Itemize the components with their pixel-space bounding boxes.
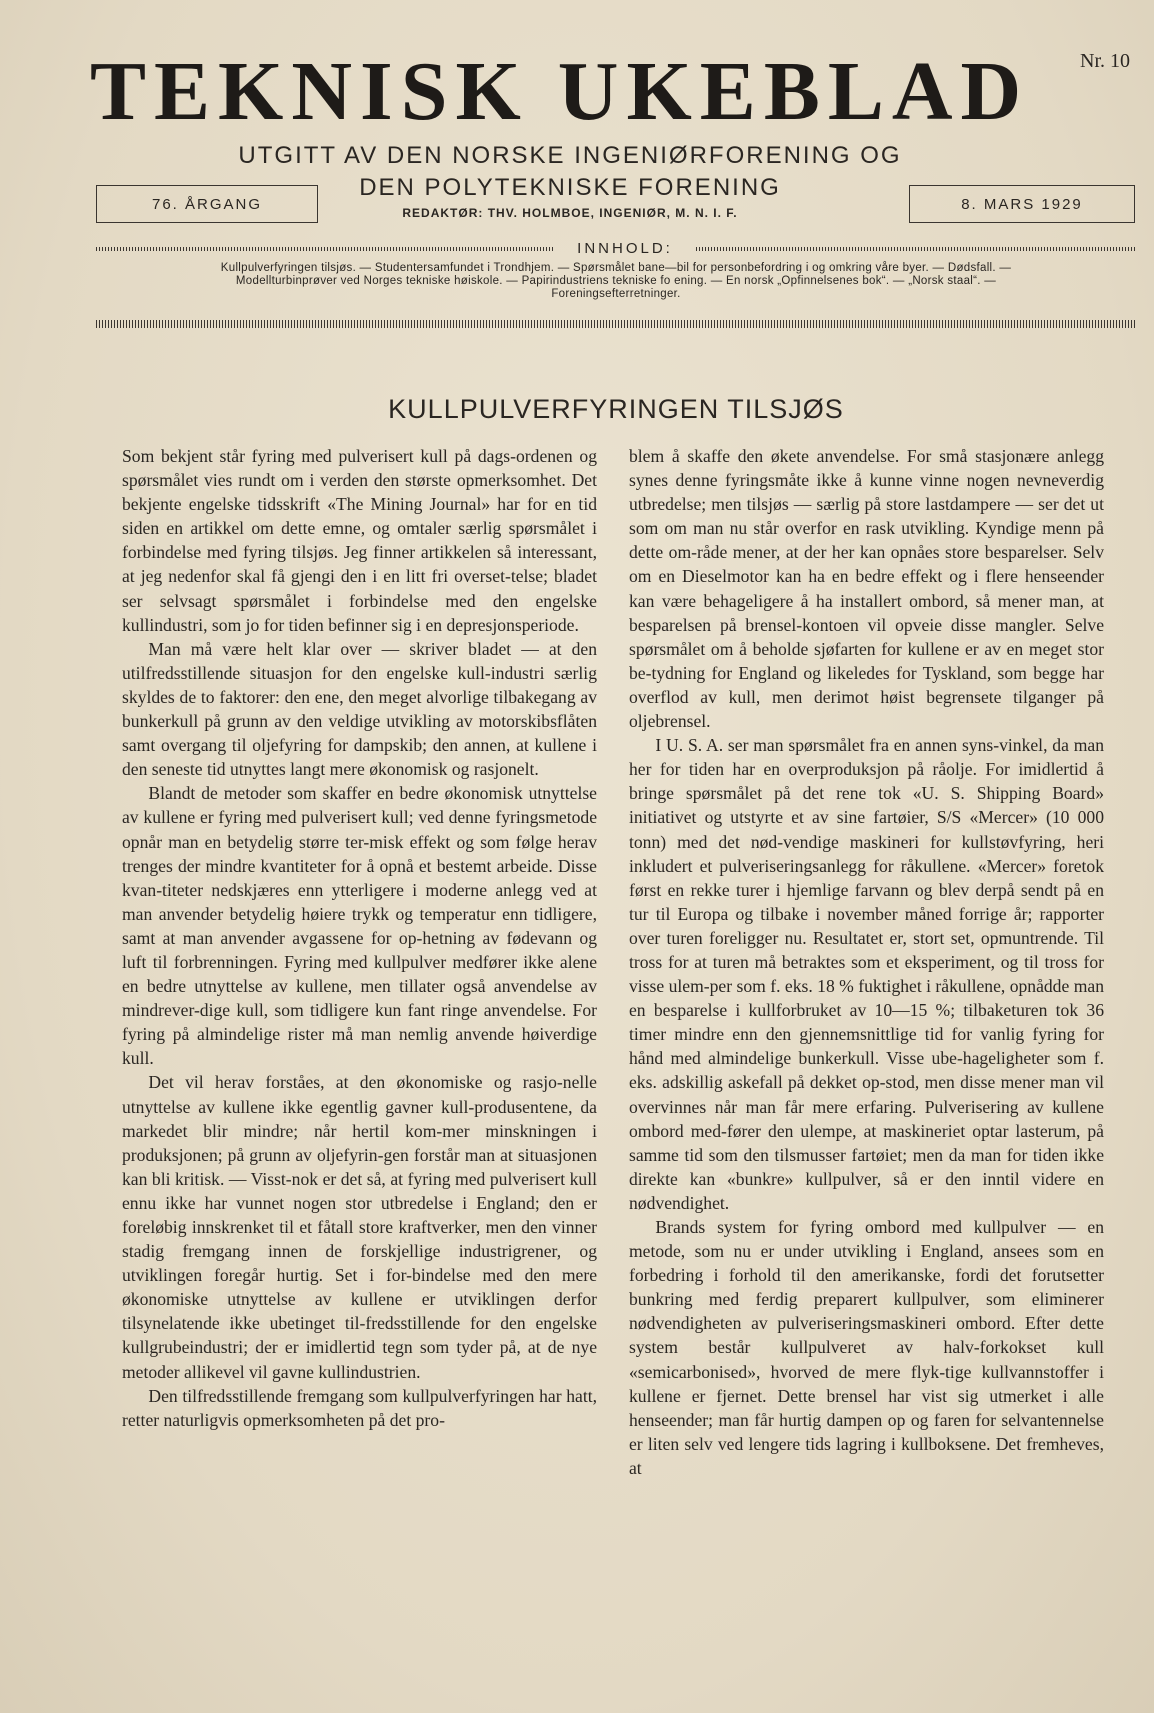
contents-rule-left: [96, 247, 554, 251]
contents-line: Kullpulverfyringen tilsjøs. — Studentersamfundet i Trondhjem. — Spørsmålet bane—bil for personbefordring i og omkring våre byer. — Dødsfall. —: [220, 262, 1012, 274]
article-paragraph: Som bekjent står fyring med pulverisert kull på dags-ordenen og spørsmålet vies rundt om i verden den største opmerksomhet. Det bekjente engelske tidsskrift «The Mining Journal» har for en tid siden en artikkel om dette emne, og omtaler særlig spørsmålet i forbindelse med fyring tilsjøs. Jeg finner artikkelen så interessant, at jeg nedenfor skal få gjengi den i en litt fri overset-telse; bladet ser selvsagt spørsmålet i forbindelse med den engelske kullindustri, som jo for tiden befinner sig i en depresjonsperiode.: [122, 446, 597, 635]
volume-box: [96, 185, 318, 223]
issue-date: 8. MARS 1929: [961, 195, 1083, 213]
article-column-left: [122, 444, 597, 1432]
contents-rule-bottom: [96, 320, 1136, 328]
volume-label: 76. ÅRGANG: [151, 195, 263, 213]
editor-line: REDAKTØR: THV. HOLMBOE, INGENIØR, M. N. I. F.: [402, 206, 738, 220]
article-title: KULLPULVERFYRINGEN TILSJØS: [388, 394, 844, 424]
article-paragraph: Blandt de metoder som skaffer en bedre økonomisk utnyttelse av kullene er fyring med pulverisert kull; ved denne fyringsmetode opnår man en betydelig større ter-misk effekt og som følge herav trenges der mindre kvantiteter for å opnå et bestemt arbeide. Disse kvan-titeter nedskjæres enn ytterligere i moderne anlegg ved at man anvender betydelig høiere trykk og temperatur enn tidligere, samt at man anvender avgassene for op-hetning av fødevann og luft til forbrenningen. Fyring med kullpulver medfører ikke alene en bedre utnyttelse av kullene, men tillater også anvendelse av mindrever-dige kull, som tidligere kun fant ringe anvendelse. For fyring på almindelige rister må man nemlig anvende høiverdige kull.: [122, 783, 597, 1069]
article-paragraph: Brands system for fyring ombord med kullpulver — en metode, som nu er under utvikling i England, ansees som en forbedring i forhold til den amerikanske, fordi det forutsetter bunkring med ferdig preparert kullpulver, som eliminerer nødvendigheten av pulveriseringsmaskineri ombord. Efter dette system består kullpulveret av halv-forkokset kull «semicarbonised», hvorved de mere flyk-tige kullvannstoffer i kullene er fjernet. Dette brensel har vist sig utmerket i alle henseender; man får hurtig dampen op og faren for selvantennelse er liten selv ved lengere tids lagring i kullboksene. Det fremheves, at: [629, 1217, 1104, 1478]
publisher-line-1: UTGITT AV DEN NORSKE INGENIØRFORENING OG: [238, 142, 902, 169]
issue-number: Nr. 10: [1080, 50, 1130, 72]
contents-list: [96, 262, 1136, 301]
contents-line: Foreningsefterretninger.: [551, 288, 681, 300]
date-box: [909, 185, 1135, 223]
masthead-title: TEKNISK UKEBLAD: [90, 45, 1030, 138]
contents-rule-right: [696, 247, 1136, 251]
article-column-right: [629, 444, 1104, 1480]
masthead: [90, 44, 1130, 144]
article-paragraph: Den tilfredsstillende fremgang som kullpulverfyringen har hatt, retter naturligvis opmerksomheten på det pro-: [122, 1385, 597, 1430]
publisher-line-2: DEN POLYTEKNISKE FORENING: [359, 174, 781, 201]
article-paragraph: I U. S. A. ser man spørsmålet fra en annen syns-vinkel, da man her for tiden har en overproduksjon på råolje. For imidlertid å bringe spørsmålet på det rene tok «U. S. Shipping Board» initiativet og utstyrte et av sine fartøier, S/S «Mercer» (10 000 tonn) med det nød-vendige maskineri for kullstøvfyring, heri inkludert et pulveriseringsanlegg for råkullene. «Mercer» foretok først en rekke turer i hjemlige farvann og blev derpå sendt på en tur til Europa og tilbake i november måned forrige år; rapporter over turen foreligger nu. Resultatet er, stort set, opmuntrende. Til tross for at turen må betraktes som et eksperiment, og til tross for visse ulem-per som f. eks. 18 % fuktighet i råkullene, opnådde man en besparelse i kullforbruket av 10—15 %; tilbaketuren tok 36 timer mindre enn den gjennemsnittlige tid for vanlig fyring for hånd med almindelige bunkerkull. Visse ube-hageligheter som f. eks. adskillig askefall på dekket op-stod, men disse mener man vil overvinnes når man får mere erfaring. Pulverisering av kullene ombord med-fører den ulempe, at maskineriet optar lasterum, på samme tid som den tilsmusser fartøiet; men da man for tiden ikke direkte kan «bunkre» kullpulver, så er den inntil videre en nødvendighet.: [629, 735, 1104, 1213]
article-paragraph: Det vil herav forståes, at den økonomiske og rasjo-nelle utnyttelse av kullene ikke egentlig gavner kull-produsentene, da markedet blir mindre; når hertil kom-mer minskningen i produksjonen; på grunn av oljefyrin-gen forstår man at situasjonen kan bli kritisk. — Visst-nok er det så, at fyring med pulverisert kull ennu ikke har vunnet nogen stor utbredelse i England; den er foreløbig innskrenket til et fåtall store kraftverker, men den vinner stadig fremgang innen de forskjellige industrigrener, og utviklingen foregår hurtig. Set i for-bindelse med den mere økonomiske utnyttelse av kullene er utviklingen derfor tilsynelatende ikke ubetinget til-fredsstillende for den engelske kullgrubeindustri; der er imidlertid tegn som tyder på, at de nye metoder allikevel vil gavne kullindustrien.: [122, 1072, 597, 1382]
contents-line: Modellturbinprøver ved Norges tekniske høiskole. — Papirindustriens tekniske fo ening. — En norsk „Opfinnelsenes bok“. — „Norsk staal“. —: [235, 275, 997, 287]
article-paragraph: blem å skaffe den økete anvendelse. For små stasjonære anlegg synes denne fyringsmåte ikke å kunne vinne nogen nevneverdig utbredelse; men tilsjøs — særlig på store lastdampere — ser det ut som om man nu står overfor en rask utvikling. Kyndige menn på dette om-råde mener, at der her kan opnåes store besparelser. Selv om en Dieselmotor kan ha en bedre effekt og i flere henseender kan være behageligere å ha installert ombord, så mener man, at besparelsen på brensel-kontoen vil opveie disse mangler. Selve spørsmålet om å beholde sjøfarten for kullene er av en meget stor be-tydning for England og likeledes for Tyskland, som begge har overflod av kull, men derimot høist begrensete tilganger på oljebrensel.: [629, 446, 1104, 732]
contents-label: INNHOLD:: [577, 240, 673, 257]
article-paragraph: Man må være helt klar over — skriver bladet — at den utilfredsstillende situasjon for den engelske kull-industri særlig skyldes de to faktorer: den ene, den meget alvorlige tilbakegang av bunkerkull på grunn av den veldige utvikling av motorskibsflåten samt overgang til oljefyring for dampskib; den annen, at kullene i den seneste tid utnyttes langt mere økonomisk og rasjonelt.: [122, 638, 597, 780]
